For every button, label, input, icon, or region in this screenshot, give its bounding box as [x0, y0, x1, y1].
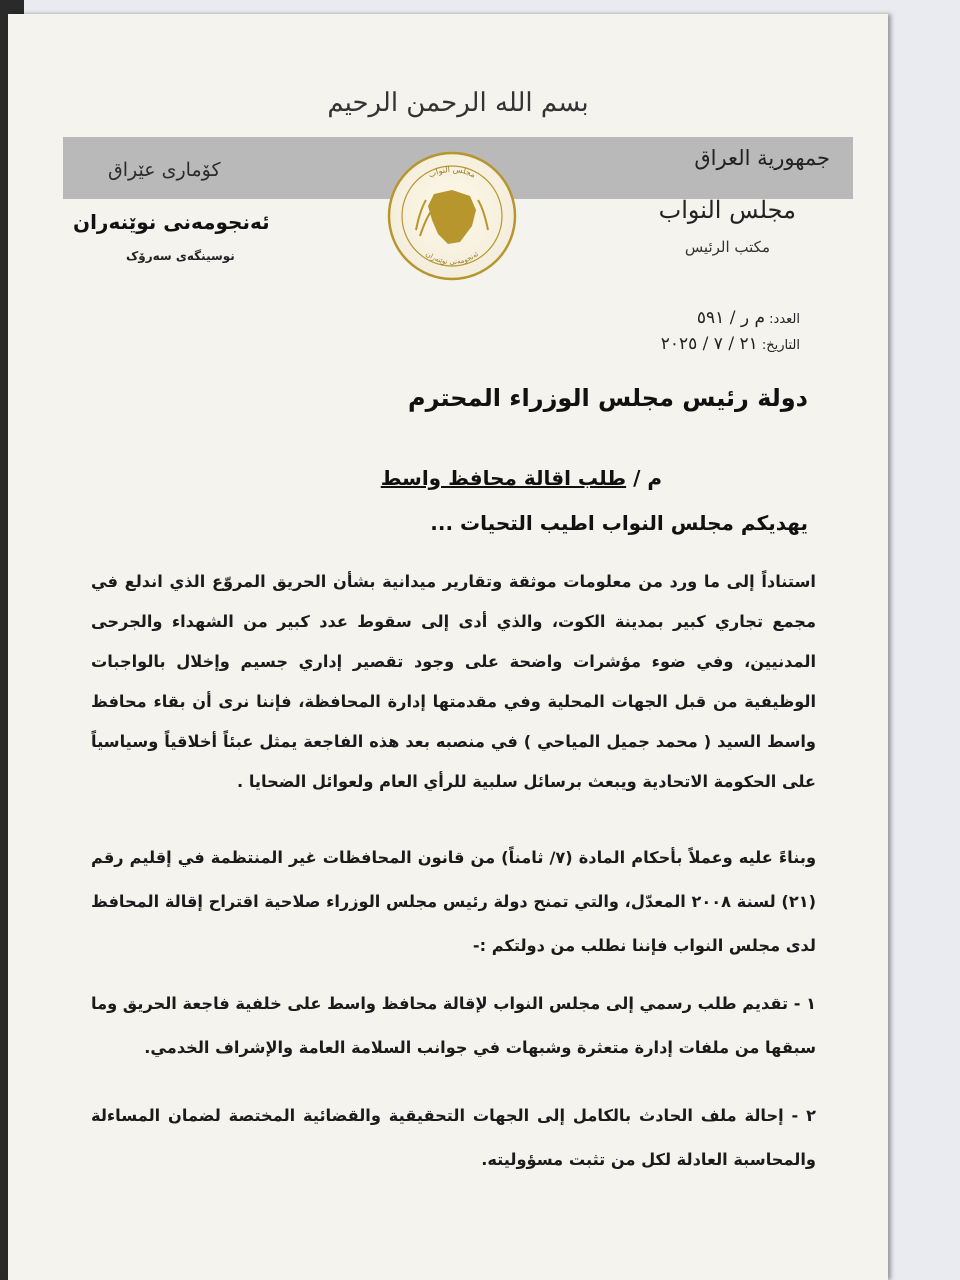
request-item-2: ٢ - إحالة ملف الحادث بالكامل إلى الجهات التحقيقية والقضائية المختصة لضمان المساءلة والمحاسبة العادلة لكل من تثبت مسؤوليته.	[91, 1106, 816, 1169]
subject-text: طلب اقالة محافظ واسط	[380, 466, 627, 490]
basmala: بسم الله الرحمن الرحيم	[327, 88, 589, 118]
reference-date-value: ٢١ / ٧ / ٢٠٢٥	[660, 334, 758, 354]
request-item-1: ١ - تقديم طلب رسمي إلى مجلس النواب لإقالة محافظ واسط على خلفية فاجعة الحريق وما سبقها من ملفات إدارة متعثرة وشبهات في جوانب السلامة العامة والإشراف الخدمي.	[91, 994, 816, 1057]
body-paragraph-1: استناداً إلى ما ورد من معلومات موثقة وتقارير ميدانية بشأن الحريق المروّع الذي اندلع في مجمع تجاري كبير بمدينة الكوت، والذي أدى إلى سقوط عدد كبير من الشهداء والجرحى المدنيين، وفي ضوء مؤشرات واضحة على وجود تقصير إداري جسيم وإخلال بالواجبات الوظيفية من قبل الجهات المحلية وفي مقدمتها إدارة المحافظة، فإننا نرى أن بقاء محافظ واسط السيد ( محمد جميل المياحي ) في منصبه بعد هذه الفاجعة يمثل عبئاً أخلاقياً وسياسياً على الحكومة الاتحادية ويبعث برسائل سلبية للرأي العام ولعوائل الضحايا .	[91, 572, 816, 791]
reference-number-label: العدد:	[769, 312, 800, 327]
reference-date-row	[661, 332, 800, 358]
subject-prefix: م /	[633, 466, 662, 490]
country-name-kurdish: كۆماری عێراق	[108, 159, 221, 181]
seal-bottom-text: ئەنجومەنی نوێنەران	[424, 250, 480, 267]
reference-block	[661, 306, 800, 358]
greeting: يهديكم مجلس النواب اطيب التحيات ...	[430, 511, 808, 535]
council-name-arabic: مجلس النواب	[658, 196, 796, 224]
body-paragraph-2: وبناءً عليه وعملاً بأحكام المادة (٧/ ثامناً) من قانون المحافظات غير المنتظمة في إقليم رقم (٢١) لسنة ٢٠٠٨ المعدّل، والتي تمنح دولة رئيس مجلس الوزراء صلاحية اقتراح إقالة المحافظ لدى مجلس النواب فإننا نطلب من دولتكم :-	[91, 848, 817, 955]
subject-line	[381, 466, 662, 490]
letter-page	[8, 14, 888, 1280]
country-name-arabic: جمهورية العراق	[694, 146, 830, 170]
reference-number-row	[661, 306, 800, 332]
seal-top-text: مجلس النواب	[427, 164, 478, 180]
reference-date-label: التاريخ:	[761, 338, 800, 353]
reference-number-value: م ر / ٥٩١	[696, 308, 766, 328]
addressee: دولة رئيس مجلس الوزراء المحترم	[407, 384, 808, 412]
office-name-arabic: مكتب الرئيس	[684, 238, 770, 256]
office-name-kurdish: نوسینگەی سەرۆک	[126, 249, 235, 263]
parliament-seal-icon	[386, 150, 518, 282]
council-name-kurdish: ئەنجومەنی نوێنەران	[73, 210, 270, 234]
